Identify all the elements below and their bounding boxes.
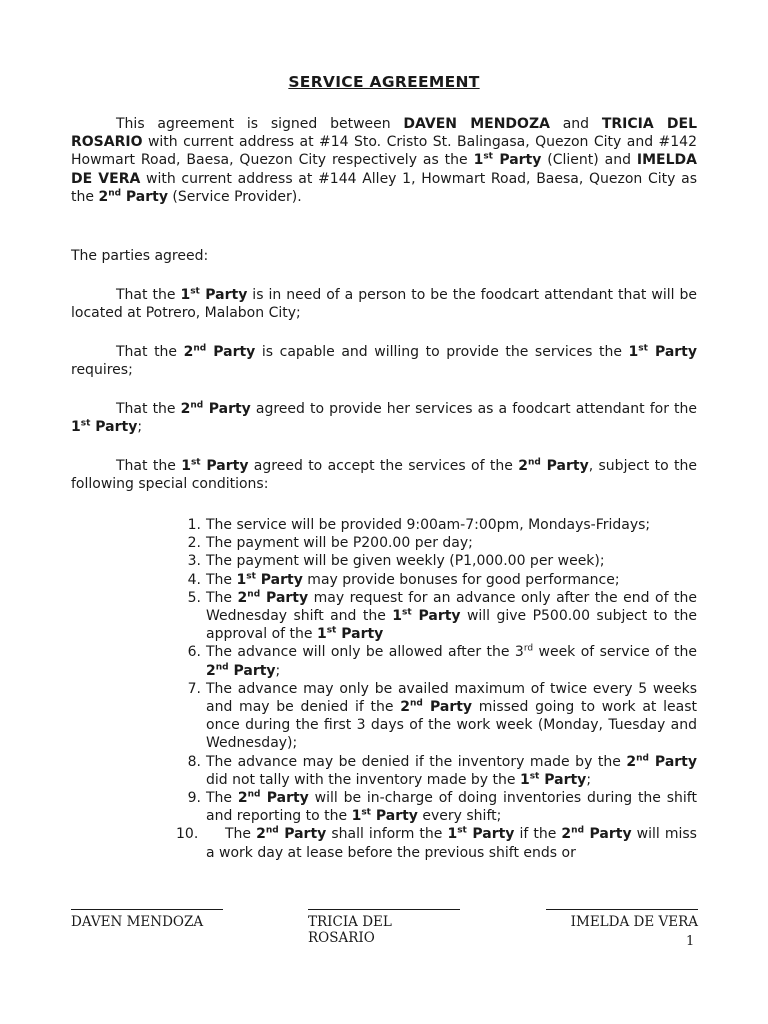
text-run: requires;	[71, 362, 133, 379]
bold-text-run: Party	[647, 344, 697, 360]
bold-text-run: st	[483, 151, 493, 162]
condition-number: 10.	[176, 826, 199, 843]
bold-text-run: nd	[410, 698, 423, 709]
condition-item	[177, 589, 697, 644]
bold-text-run: nd	[528, 457, 541, 468]
condition-number: 3.	[187, 553, 201, 570]
signature-line-client-2: TRICIA DEL ROSARIO	[308, 909, 460, 946]
condition-number: 5.	[187, 589, 201, 606]
intro-paragraph	[71, 115, 697, 206]
bold-text-run: st	[457, 825, 467, 836]
bold-text-run: 2	[237, 589, 248, 606]
bold-text-run: Party	[260, 790, 309, 807]
bold-text-run: st	[190, 457, 201, 468]
text-run: will miss a work day at lease before the previous shift ends or	[206, 826, 697, 861]
text-run: (Service Provider).	[167, 188, 302, 205]
clause-4-paragraph	[71, 457, 697, 493]
text-run: missed going to work at least once during the first 3 days of the work week (Monday, Tuesday and Wednesday);	[206, 699, 697, 752]
bold-text-run: DAVEN MENDOZA	[403, 116, 550, 132]
bold-text-run: st	[638, 343, 648, 354]
bold-text-run: nd	[190, 400, 204, 411]
bold-text-run: Party	[371, 808, 418, 825]
bold-text-run: Party	[422, 699, 473, 716]
bold-text-run: Party	[539, 771, 587, 788]
text-run: did not tally with the inventory made by the	[206, 771, 520, 788]
condition-number: 1.	[187, 517, 201, 533]
text-run: with current address at #144 Alley 1, Howmart Road, Baesa, Quezon City as the	[71, 170, 697, 205]
bold-text-run: 2	[561, 826, 572, 843]
bold-text-run: Party	[260, 589, 309, 606]
bold-text-run: Party	[121, 188, 168, 205]
text-run: if the	[514, 826, 562, 843]
text-run: The service will be provided 9:00am-7:00pm, Mondays-Fridays;	[206, 517, 651, 533]
text-run: shall inform the	[326, 826, 448, 843]
text-run: The advance may only be availed maximum of twice every 5 weeks and may be denied if the	[206, 680, 697, 716]
signature-line-provider: IMELDA DE VERA	[546, 909, 698, 930]
page	[71, 0, 697, 862]
text-run: agreed to accept the services of the	[248, 458, 519, 474]
bold-text-run: 1	[351, 808, 362, 825]
bold-text-run: Party	[200, 458, 249, 474]
signature-line-client-1: DAVEN MENDOZA	[71, 909, 223, 930]
text-run: That the	[116, 458, 182, 474]
condition-item	[177, 753, 697, 789]
text-run: with current address at #14 Sto. Cristo St. Balingasa, Quezon City and #142 Howmart Road, Baesa, Quezon City respectively as the	[71, 134, 697, 169]
text-run: is capable and willing to provide the services the	[255, 344, 629, 360]
text-run: agreed to provide her services as a foodcart attendant for the	[250, 401, 697, 417]
bold-text-run: st	[529, 771, 540, 782]
bold-text-run: 1	[71, 419, 81, 436]
text-run: every shift;	[417, 808, 502, 825]
bold-text-run: nd	[247, 789, 261, 800]
condition-item	[177, 571, 697, 589]
clause-1-paragraph	[71, 286, 697, 322]
bold-text-run: IMELDA DE VERA	[71, 152, 697, 187]
document-title: SERVICE AGREEMENT	[288, 73, 480, 91]
text-run: ;	[137, 419, 143, 436]
bold-text-run: 1	[473, 152, 484, 169]
bold-text-run: st	[401, 607, 412, 618]
clause-3-paragraph	[71, 400, 697, 436]
text-run: ;	[275, 662, 281, 679]
page-number: 1	[686, 934, 695, 949]
text-run: That the	[116, 401, 181, 417]
bold-text-run: Party	[584, 826, 632, 843]
bold-text-run: nd	[215, 661, 229, 672]
bold-text-run: nd	[636, 752, 649, 763]
text-run: (Client) and	[541, 152, 637, 169]
text-run: The advance may be denied if the inventory made by the	[206, 753, 627, 770]
bold-text-run: 1	[447, 826, 458, 843]
text-run: will be in-charge of doing inventories during the shift and reporting to the	[206, 790, 697, 825]
bold-text-run: st	[80, 418, 91, 429]
condition-item	[177, 680, 697, 753]
bold-text-run: Party	[90, 419, 138, 436]
bold-text-run: nd	[571, 825, 585, 836]
text-run: The payment will be given weekly (P1,000.00 per week);	[206, 553, 605, 570]
text-run: The parties agreed:	[71, 248, 209, 264]
text-run: The	[206, 571, 237, 588]
bold-text-run: Party	[206, 344, 256, 360]
bold-text-run: Party	[336, 626, 384, 643]
bold-text-run: Party	[255, 571, 303, 588]
condition-number: 7.	[187, 680, 201, 697]
text-run: is in need of a person to be the foodcart attendant that will be located at Potrero, Malabon City;	[71, 287, 697, 322]
condition-number: 8.	[187, 753, 201, 770]
clause-2-paragraph	[71, 343, 697, 379]
bold-text-run: Party	[466, 826, 515, 843]
bold-text-run: 1	[180, 287, 191, 303]
bold-text-run: 2	[206, 662, 216, 679]
bold-text-run: 2	[626, 753, 637, 770]
bold-text-run: 2	[256, 826, 266, 843]
bold-text-run: 1	[181, 458, 191, 474]
text-run: That the	[116, 344, 184, 360]
condition-item	[177, 789, 697, 825]
condition-item	[177, 825, 697, 861]
conditions-list	[177, 516, 697, 862]
bold-text-run: Party	[648, 753, 697, 770]
condition-item	[177, 643, 697, 679]
text-run: may provide bonuses for good performance;	[302, 571, 620, 588]
bold-text-run: TRICIA DEL ROSARIO	[71, 116, 698, 151]
text-run: This agreement is signed between	[116, 116, 404, 132]
bold-text-run: 2	[237, 790, 248, 807]
bold-text-run: 1	[392, 608, 402, 625]
bold-text-run: st	[246, 570, 256, 581]
bold-text-run: 1	[628, 344, 639, 360]
bold-text-run: 2	[183, 344, 194, 360]
text-run: The payment will be P200.00 per day;	[206, 535, 473, 552]
bold-text-run: st	[361, 807, 371, 818]
bold-text-run: 1	[316, 626, 327, 643]
bold-text-run: 2	[400, 699, 410, 716]
bold-text-run: 1	[236, 571, 247, 588]
bold-text-run: 2	[518, 458, 528, 474]
text-run: The	[206, 589, 238, 606]
condition-number: 9.	[187, 790, 201, 807]
bold-text-run: Party	[199, 287, 248, 303]
bold-text-run: Party	[203, 401, 251, 417]
bold-text-run: nd	[193, 343, 207, 354]
text-run: may request for an advance only after the end of the Wednesday shift and the	[206, 589, 697, 625]
text-run: The	[225, 826, 257, 843]
bold-text-run: st	[190, 286, 200, 297]
bold-text-run: nd	[108, 188, 122, 199]
bold-text-run: 2	[98, 188, 109, 205]
parties-agreed-line	[71, 247, 697, 265]
bold-text-run: Party	[540, 458, 589, 474]
bold-text-run: nd	[265, 825, 279, 836]
bold-text-run: st	[326, 625, 337, 636]
text-run: , subject to the following special conditions:	[71, 458, 697, 493]
bold-text-run: Party	[278, 826, 327, 843]
condition-number: 6.	[187, 644, 201, 661]
text-run: The	[206, 790, 238, 807]
text-run: will give P500.00 subject to the approval of the	[206, 608, 697, 643]
text-run: That the	[116, 287, 181, 303]
condition-number: 4.	[187, 571, 201, 588]
text-run: rd	[523, 643, 534, 654]
condition-number: 2.	[187, 535, 201, 552]
bold-text-run: 1	[519, 771, 530, 788]
condition-item	[177, 516, 697, 534]
condition-item	[177, 534, 697, 552]
condition-item	[177, 552, 697, 570]
bold-text-run: 2	[180, 401, 191, 417]
bold-text-run: Party	[228, 662, 276, 679]
bold-text-run: nd	[247, 589, 261, 600]
text-run: ;	[586, 771, 592, 788]
text-run: The advance will only be allowed after the 3	[206, 644, 524, 661]
text-run: week of service of the	[533, 644, 697, 661]
text-run: and	[549, 116, 602, 132]
bold-text-run: Party	[411, 608, 461, 625]
bold-text-run: Party	[492, 152, 542, 169]
